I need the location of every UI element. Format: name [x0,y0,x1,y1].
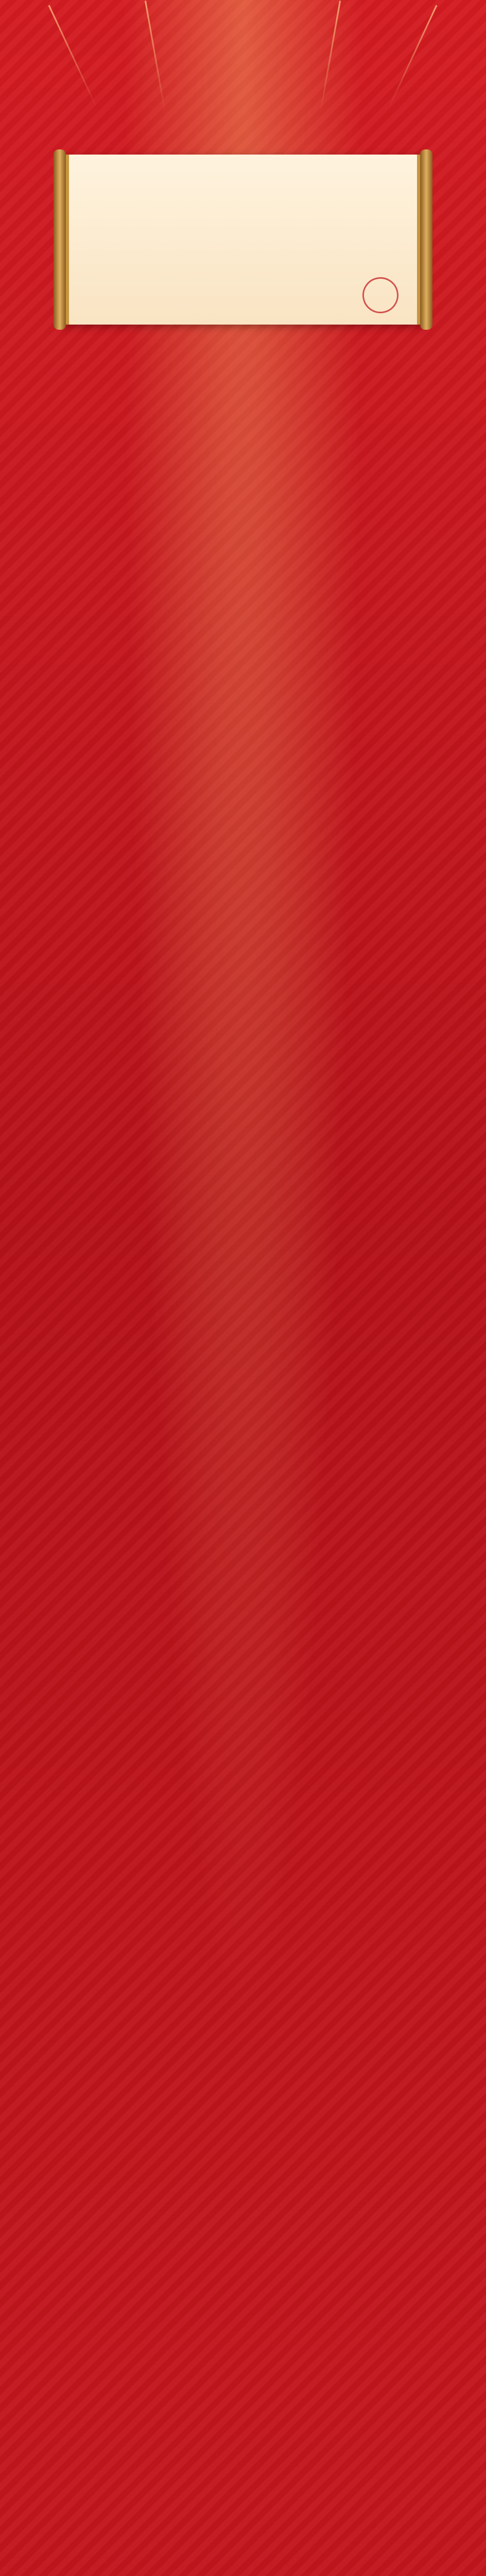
light-ray [320,1,341,112]
hero [0,0,486,155]
light-ray [145,1,166,112]
light-ray [48,5,98,109]
seal-stamp [359,274,402,316]
intro-scroll [62,155,424,325]
light-ray [388,5,438,109]
